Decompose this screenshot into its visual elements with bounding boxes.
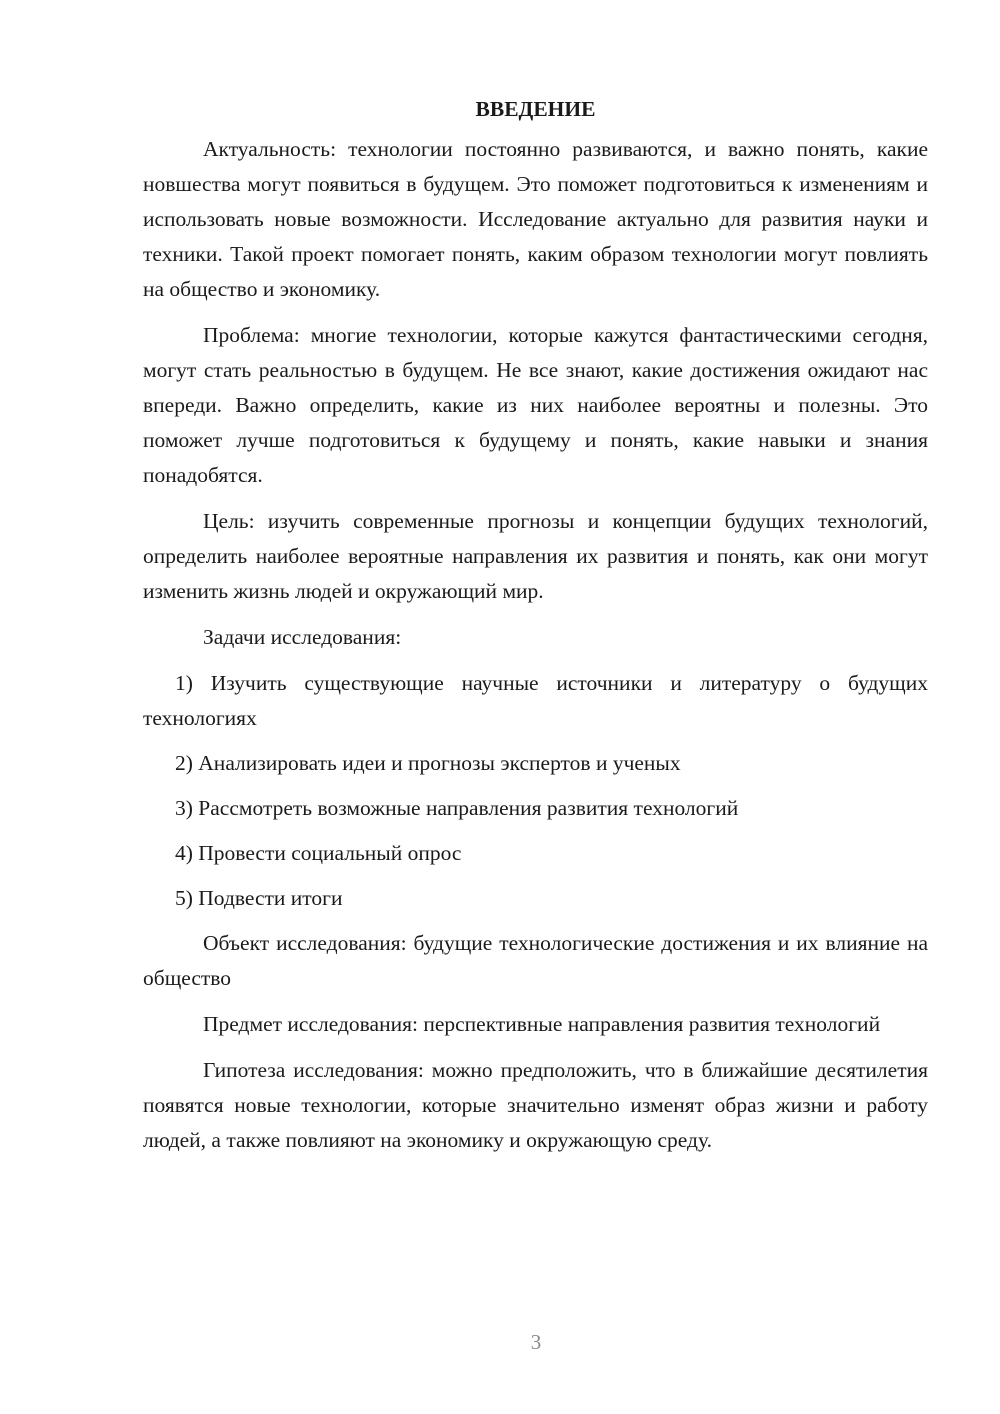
tasks-heading: Задачи исследования: [203,625,402,649]
document-page [143,92,928,1169]
hypothesis-paragraph: Гипотеза исследования: можно предположить, что в ближайшие десятилетия появятся новые технологии, которые значительно изменят образ жизни и работу людей, а также повлияют на экономику и окружающую среду. [143,1058,928,1152]
relevance-paragraph: Актуальность: технологии постоянно развиваются, и важно понять, какие новшества могут появиться в будущем. Это поможет подготовиться к изменениям и использовать новые возможности. Исследование актуально для развития науки и техники. Такой проект помогает понять, каким образом технологии могут повлиять на общество и экономику. [143,137,928,301]
task-item: 2) Анализировать идеи и прогнозы экспертов и ученых [175,751,681,775]
task-item: 3) Рассмотреть возможные направления развития технологий [175,796,739,820]
task-item: 1) Изучить существующие научные источники и литературу о будущих технологиях [143,671,928,730]
tasks-list [143,666,928,916]
page-number: 3 [530,1330,542,1354]
task-item: 4) Провести социальный опрос [175,841,462,865]
task-item: 5) Подвести итоги [175,886,343,910]
problem-paragraph: Проблема: многие технологии, которые кажутся фантастическими сегодня, могут стать реальностью в будущем. Не все знают, какие достижения ожидают нас впереди. Важно определить, какие из них наиболее вероятны и полезны. Это поможет лучше подготовиться к будущему и понять, какие навыки и знания понадобятся. [143,323,928,487]
goal-paragraph: Цель: изучить современные прогнозы и концепции будущих технологий, определить наиболее вероятные направления их развития и понять, как они могут изменить жизнь людей и окружающий мир. [143,509,928,603]
section-title: ВВЕДЕНИЕ [475,97,596,121]
subject-paragraph: Предмет исследования: перспективные направления развития технологий [203,1012,881,1036]
object-paragraph: Объект исследования: будущие технологические достижения и их влияние на общество [143,931,928,990]
